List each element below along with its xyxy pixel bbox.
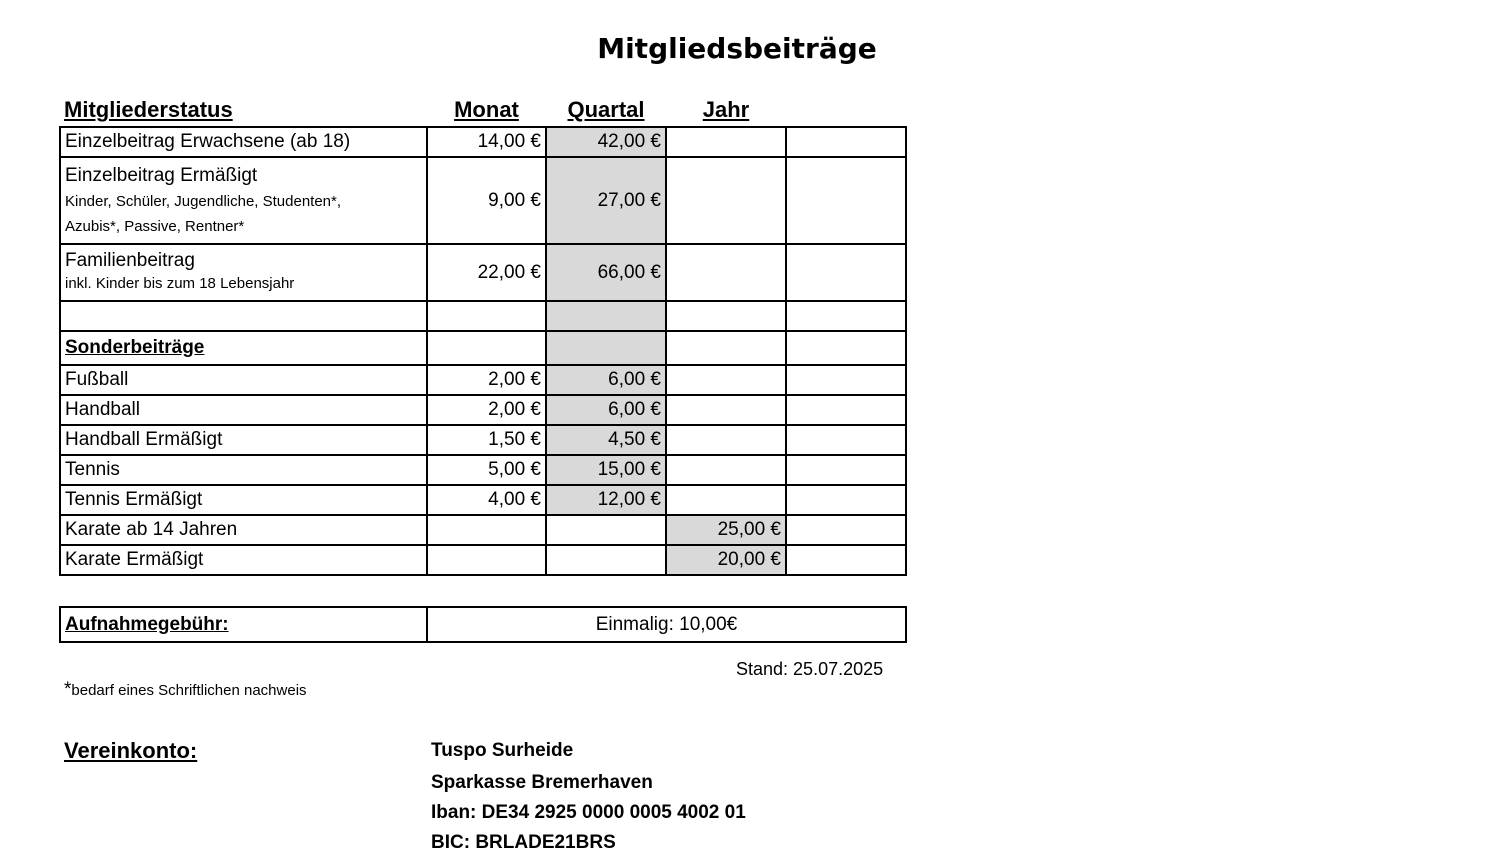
jahr-value: 20,00 € [666, 545, 786, 575]
jahr-value: 25,00 € [666, 515, 786, 545]
account-name: Tuspo Surheide [431, 740, 574, 761]
row-sublabel: Azubis*, Passive, Rentner* [65, 217, 245, 235]
header-quartal: Quartal [567, 97, 645, 122]
quartal-value: 66,00 € [546, 244, 666, 301]
monat-value [427, 545, 546, 575]
monat-value: 2,00 € [427, 395, 546, 425]
table-row [60, 455, 906, 485]
monat-value: 14,00 € [427, 127, 546, 157]
table-row [60, 127, 906, 157]
table-row-empty [60, 301, 906, 331]
jahr-value [666, 395, 786, 425]
table-row [60, 365, 906, 395]
jahr-value [666, 485, 786, 515]
quartal-value [546, 515, 666, 545]
header-jahr: Jahr [702, 97, 750, 122]
monat-value [427, 515, 546, 545]
row-label: Handball [60, 395, 427, 425]
jahr-value [666, 425, 786, 455]
row-label: Tennis [60, 455, 427, 485]
row-label-cell [60, 157, 427, 244]
monat-value: 5,00 € [427, 455, 546, 485]
footnote-star: * [64, 679, 72, 700]
monat-value: 4,00 € [427, 485, 546, 515]
empty-cell [786, 127, 906, 157]
header-mitgliederstatus: Mitgliederstatus [64, 97, 233, 122]
quartal-value: 42,00 € [546, 127, 666, 157]
jahr-value [666, 157, 786, 244]
row-label: Einzelbeitrag Ermäßigt [65, 164, 258, 186]
table-row [60, 157, 906, 244]
fee-table [59, 126, 907, 576]
bank-name: Sparkasse Bremerhaven [431, 772, 653, 793]
table-row [60, 395, 906, 425]
jahr-value [666, 244, 786, 301]
table-row [60, 515, 906, 545]
empty-cell [786, 244, 906, 301]
quartal-value: 4,50 € [546, 425, 666, 455]
row-label: Tennis Ermäßigt [60, 485, 427, 515]
row-sublabel: inkl. Kinder bis zum 18 Lebensjahr [65, 274, 295, 292]
footnote-text: bedarf eines Schriftlichen nachweis [71, 682, 307, 699]
table-row-section [60, 331, 906, 365]
jahr-value [666, 127, 786, 157]
admission-fee-value: Einmalig: 10,00€ [427, 607, 906, 642]
monat-value: 2,00 € [427, 365, 546, 395]
table-row [60, 425, 906, 455]
monat-value: 22,00 € [427, 244, 546, 301]
stand-date: Stand: 25.07.2025 [736, 659, 884, 679]
row-label: Familienbeitrag [65, 249, 195, 271]
footnote [64, 679, 307, 701]
iban: Iban: DE34 2925 0000 0005 4002 01 [431, 802, 746, 823]
row-label: Handball Ermäßigt [60, 425, 427, 455]
monat-value: 1,50 € [427, 425, 546, 455]
jahr-value [666, 455, 786, 485]
empty-cell [786, 157, 906, 244]
row-label-cell [60, 244, 427, 301]
page-title: Mitgliedsbeiträge [597, 32, 877, 65]
row-sublabel: Kinder, Schüler, Jugendliche, Studenten*, [65, 192, 342, 210]
admission-fee-table [59, 606, 907, 643]
quartal-value: 6,00 € [546, 365, 666, 395]
row-label: Fußball [60, 365, 427, 395]
quartal-value [546, 545, 666, 575]
section-title: Sonderbeiträge [60, 331, 427, 365]
quartal-value: 12,00 € [546, 485, 666, 515]
jahr-value [666, 365, 786, 395]
table-row [60, 485, 906, 515]
table-row [60, 244, 906, 301]
admission-fee-label: Aufnahmegebühr: [60, 607, 427, 642]
quartal-value: 15,00 € [546, 455, 666, 485]
row-label: Einzelbeitrag Erwachsene (ab 18) [60, 127, 427, 157]
quartal-value: 6,00 € [546, 395, 666, 425]
bic: BIC: BRLADE21BRS [431, 832, 616, 853]
quartal-value: 27,00 € [546, 157, 666, 244]
row-label: Karate ab 14 Jahren [60, 515, 427, 545]
table-row [60, 545, 906, 575]
vereinkonto-label: Vereinkonto: [64, 738, 198, 763]
header-monat: Monat [454, 97, 519, 122]
row-label: Karate Ermäßigt [60, 545, 427, 575]
monat-value: 9,00 € [427, 157, 546, 244]
